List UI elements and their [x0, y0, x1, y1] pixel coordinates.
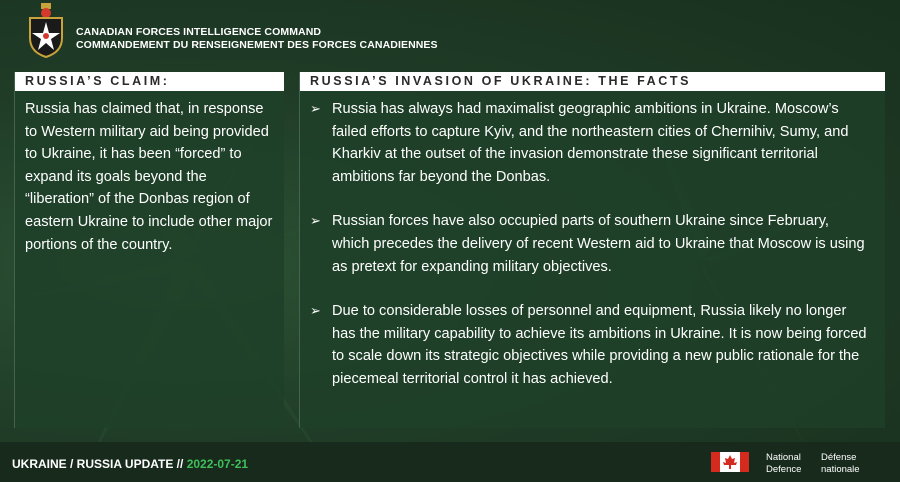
facts-panel — [299, 72, 885, 428]
footer — [0, 442, 900, 482]
department-name-english — [766, 452, 801, 476]
fact-item — [300, 98, 885, 188]
arrow-bullet-icon: ➢ — [310, 101, 321, 116]
claim-body-text: Russia has claimed that, in response to Western military aid being provided to Ukraine, it has been “forced” to expand its goals beyond the “liberation” of the Donbas region of eastern Ukraine to include other major portions of the country. — [25, 101, 273, 253]
dept-en-line1: National — [766, 452, 801, 463]
claim-panel — [14, 72, 284, 428]
dept-fr-line2: nationale — [821, 464, 860, 475]
dept-en-line2: Defence — [766, 464, 802, 475]
footer-title — [12, 457, 248, 471]
facts-heading: RUSSIA’S INVASION OF UKRAINE: THE FACTS — [300, 72, 885, 91]
org-name-french: COMMANDEMENT DU RENSEIGNEMENT DES FORCES CANADIENNES — [76, 39, 438, 51]
fact-text: Russia has always had maximalist geographic ambitions in Ukraine. Moscow’s failed efforts to capture Kyiv, and the northeastern cities of Chernihiv, Sumy, and Kharkiv at the outset of the invasion demonstrate these significant territorial ambitions far beyond the Donbas. — [332, 101, 849, 185]
facts-list — [300, 98, 885, 413]
footer-date: 2022-07-21 — [186, 457, 249, 471]
claim-heading: RUSSIA’S CLAIM: — [15, 72, 284, 91]
canada-flag-icon — [711, 452, 749, 472]
fact-text: Russian forces have also occupied parts of southern Ukraine since February, which precedes the delivery of recent Western aid to Ukraine that Moscow is using as pretext for expanding military objectives. — [332, 213, 865, 275]
arrow-bullet-icon: ➢ — [310, 213, 321, 229]
fact-text: Due to considerable losses of personnel and equipment, Russia likely no longer has the military capability to achieve its ambitions in Ukraine. It is now being forced to scale down its strategic objectives while providing a new public rationale for the piecemeal territorial control it has achieved. — [332, 303, 867, 387]
fact-item — [300, 210, 885, 278]
header — [0, 0, 900, 62]
footer-title-text: UKRAINE / RUSSIA UPDATE // — [12, 457, 187, 471]
dept-fr-line1: Défense — [821, 452, 857, 463]
cfintcom-crest-icon — [24, 2, 68, 58]
department-name-french — [821, 452, 860, 476]
fact-item — [300, 300, 885, 390]
org-name-english: CANADIAN FORCES INTELLIGENCE COMMAND — [76, 26, 322, 38]
arrow-bullet-icon: ➢ — [310, 303, 321, 319]
